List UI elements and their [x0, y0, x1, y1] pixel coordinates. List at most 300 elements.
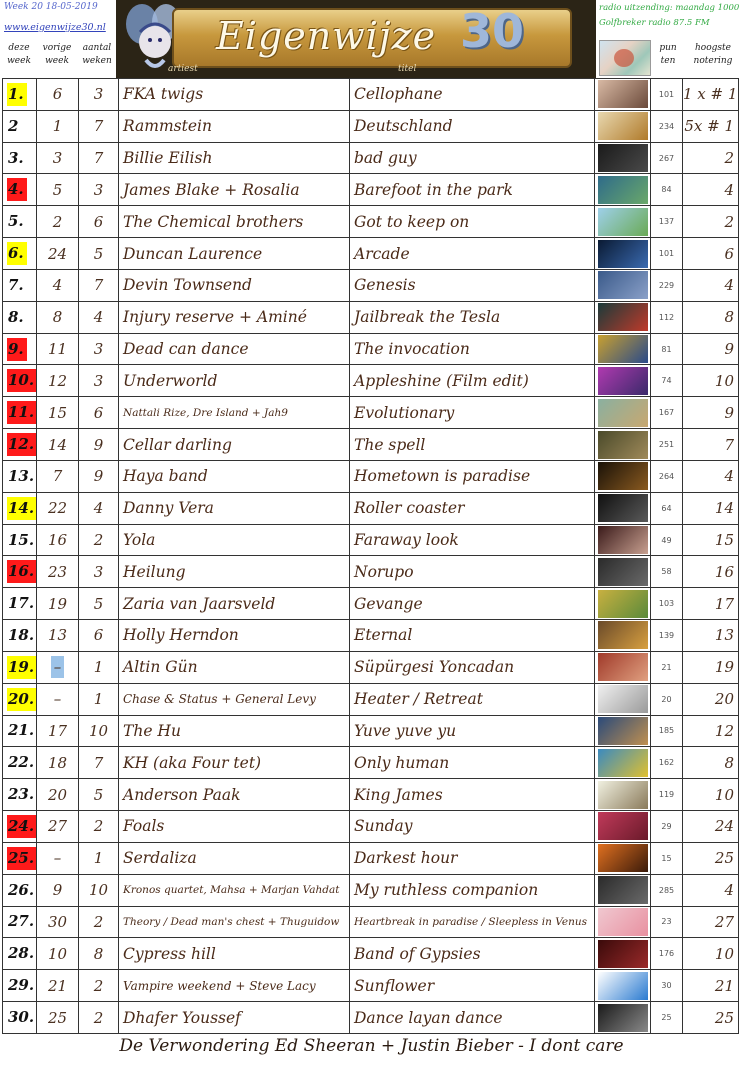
previous-week-cell: 30 — [37, 906, 79, 938]
points-cell: 15 — [651, 842, 683, 874]
weeks-on-chart-cell: 10 — [79, 715, 119, 747]
points-cell: 49 — [651, 524, 683, 556]
rank-value: 22. — [8, 753, 35, 772]
rank-cell — [3, 524, 37, 556]
album-cover-image — [598, 812, 648, 840]
cover-cell — [595, 79, 651, 111]
table-row — [3, 970, 739, 1002]
col-header-weeks-line2: weken — [82, 56, 112, 66]
rank-cell — [3, 365, 37, 397]
rank-value: 15. — [8, 530, 35, 549]
cover-cell — [595, 301, 651, 333]
cover-cell — [595, 779, 651, 811]
rank-value: 27. — [8, 912, 35, 931]
artist-cell: Serdaliza — [119, 842, 350, 874]
rank-value: 9. — [7, 338, 27, 361]
previous-week-cell: 25 — [37, 1002, 79, 1034]
rank-cell — [3, 874, 37, 906]
artist-cell: Haya band — [119, 460, 350, 492]
weeks-on-chart-cell: 6 — [79, 397, 119, 429]
rank-cell — [3, 556, 37, 588]
album-cover-image — [598, 653, 648, 681]
artist-cell: The Hu — [119, 715, 350, 747]
title-banner — [116, 0, 596, 78]
points-cell: 101 — [651, 238, 683, 270]
previous-week-cell: 1 — [37, 110, 79, 142]
col-header-this-week-line2: week — [7, 56, 31, 66]
col-header-points-line2: ten — [660, 56, 676, 66]
artist-cell: Kronos quartet, Mahsa + Marjan Vahdat — [119, 874, 350, 906]
previous-week-cell: 22 — [37, 492, 79, 524]
table-row — [3, 906, 739, 938]
artist-cell: Yola — [119, 524, 350, 556]
weeks-on-chart-cell: 5 — [79, 779, 119, 811]
rank-value: 28. — [8, 944, 35, 963]
top-position-cell: 14 — [683, 492, 739, 524]
points-cell: 251 — [651, 429, 683, 461]
weeks-on-chart-cell: 8 — [79, 938, 119, 970]
artist-cell: Altin Gün — [119, 651, 350, 683]
previous-week-cell: – — [37, 842, 79, 874]
album-cover-image — [598, 621, 648, 649]
album-cover-image — [598, 876, 648, 904]
weeks-on-chart-cell: 9 — [79, 429, 119, 461]
previous-week-cell — [37, 651, 79, 683]
col-header-top — [685, 42, 741, 68]
title-cell: Sunday — [350, 811, 595, 843]
title-cell: Appleshine (Film edit) — [350, 365, 595, 397]
weeks-on-chart-cell: 5 — [79, 238, 119, 270]
rank-cell — [3, 1002, 37, 1034]
artist-cell: Underworld — [119, 365, 350, 397]
rank-value: 4. — [7, 178, 27, 201]
artist-cell: James Blake + Rosalia — [119, 174, 350, 206]
artist-cell: Vampire weekend + Steve Lacy — [119, 970, 350, 1002]
album-cover-image — [598, 590, 648, 618]
rank-value: 21. — [8, 721, 35, 740]
top-position-cell: 8 — [683, 747, 739, 779]
table-row — [3, 397, 739, 429]
table-row — [3, 938, 739, 970]
chart-table-body — [3, 79, 739, 1034]
col-header-prev-week — [36, 42, 78, 68]
top-position-cell: 4 — [683, 174, 739, 206]
weeks-on-chart-cell: 7 — [79, 747, 119, 779]
album-cover-image — [598, 972, 648, 1000]
cover-cell — [595, 142, 651, 174]
cover-cell — [595, 970, 651, 1002]
table-row — [3, 460, 739, 492]
rank-value: 1. — [7, 83, 27, 106]
title-cell: Roller coaster — [350, 492, 595, 524]
points-cell: 29 — [651, 811, 683, 843]
cover-cell — [595, 429, 651, 461]
table-row — [3, 524, 739, 556]
col-header-prev-week-line1: vorige — [42, 43, 72, 53]
table-row — [3, 492, 739, 524]
rank-cell — [3, 588, 37, 620]
album-cover-image — [598, 717, 648, 745]
rank-value: 23. — [8, 785, 35, 804]
rank-cell — [3, 906, 37, 938]
points-cell: 64 — [651, 492, 683, 524]
top-position-cell: 10 — [683, 365, 739, 397]
previous-week-cell: 14 — [37, 429, 79, 461]
rank-cell — [3, 811, 37, 843]
previous-week-cell: 11 — [37, 333, 79, 365]
top-position-cell: 4 — [683, 460, 739, 492]
album-cover-image — [598, 176, 648, 204]
table-row — [3, 874, 739, 906]
rank-cell — [3, 301, 37, 333]
top-position-cell: 9 — [683, 333, 739, 365]
table-row — [3, 588, 739, 620]
website-link[interactable]: www.eigenwijze30.nl — [4, 22, 106, 33]
rank-value: 24. — [7, 815, 37, 838]
artist-cell: Cypress hill — [119, 938, 350, 970]
points-cell: 23 — [651, 906, 683, 938]
weeks-on-chart-cell: 7 — [79, 142, 119, 174]
artist-cell: Anderson Paak — [119, 779, 350, 811]
album-cover-image — [598, 240, 648, 268]
cover-cell — [595, 747, 651, 779]
rank-value: 8. — [8, 307, 24, 326]
top-position-cell: 2 — [683, 206, 739, 238]
col-header-points — [653, 42, 683, 68]
album-cover-image — [598, 685, 648, 713]
rank-cell — [3, 970, 37, 1002]
points-cell: 285 — [651, 874, 683, 906]
cover-cell — [595, 811, 651, 843]
artist-cell: The Chemical brothers — [119, 206, 350, 238]
top-position-cell: 8 — [683, 301, 739, 333]
top-position-cell: 6 — [683, 238, 739, 270]
title-cell: Evolutionary — [350, 397, 595, 429]
rank-cell — [3, 142, 37, 174]
previous-week-cell: 21 — [37, 970, 79, 1002]
header-right-info — [597, 0, 743, 78]
chart-number: 30 — [460, 4, 525, 58]
points-cell: 58 — [651, 556, 683, 588]
previous-week-cell: 6 — [37, 79, 79, 111]
album-cover-image — [598, 367, 648, 395]
previous-week-cell: 15 — [37, 397, 79, 429]
rank-value: 6. — [7, 242, 27, 265]
header-thumbnail-image — [599, 40, 651, 76]
artist-cell: Injury reserve + Aminé — [119, 301, 350, 333]
top-position-cell: 12 — [683, 715, 739, 747]
weeks-on-chart-cell: 2 — [79, 811, 119, 843]
weeks-on-chart-cell: 3 — [79, 79, 119, 111]
table-row — [3, 110, 739, 142]
radio-broadcast-label: radio uitzending: maandag 1000 — [599, 3, 740, 13]
top-position-cell: 2 — [683, 142, 739, 174]
rank-value: 12. — [7, 433, 37, 456]
rank-value: 17. — [8, 594, 35, 613]
top-position-cell: 5x # 1 — [683, 110, 739, 142]
points-cell: 229 — [651, 269, 683, 301]
rank-cell — [3, 492, 37, 524]
weeks-on-chart-cell: 3 — [79, 174, 119, 206]
album-cover-image — [598, 940, 648, 968]
table-row — [3, 301, 739, 333]
table-row — [3, 365, 739, 397]
top-position-cell: 15 — [683, 524, 739, 556]
previous-week-cell: 12 — [37, 365, 79, 397]
points-cell: 119 — [651, 779, 683, 811]
previous-week-cell: 27 — [37, 811, 79, 843]
previous-week-cell: 10 — [37, 938, 79, 970]
col-header-this-week-line1: deze — [8, 43, 30, 53]
rank-cell — [3, 110, 37, 142]
album-cover-image — [598, 80, 648, 108]
weeks-on-chart-cell: 3 — [79, 556, 119, 588]
col-header-prev-week-line2: week — [45, 56, 69, 66]
cover-cell — [595, 269, 651, 301]
points-cell: 20 — [651, 683, 683, 715]
weeks-on-chart-cell: 1 — [79, 842, 119, 874]
rank-cell — [3, 842, 37, 874]
weeks-on-chart-cell: 7 — [79, 110, 119, 142]
col-header-this-week — [2, 42, 36, 68]
album-cover-image — [598, 112, 648, 140]
album-cover-image — [598, 526, 648, 554]
week-date-label: Week 20 18-05-2019 — [4, 2, 98, 12]
weeks-on-chart-cell: 1 — [79, 651, 119, 683]
title-cell: The invocation — [350, 333, 595, 365]
rank-value: 25. — [7, 847, 37, 870]
cover-cell — [595, 556, 651, 588]
table-row — [3, 556, 739, 588]
album-cover-image — [598, 335, 648, 363]
rank-cell — [3, 460, 37, 492]
previous-week-cell: 23 — [37, 556, 79, 588]
title-cell: bad guy — [350, 142, 595, 174]
artist-cell: Heilung — [119, 556, 350, 588]
weeks-on-chart-cell: 5 — [79, 588, 119, 620]
table-row — [3, 811, 739, 843]
table-row — [3, 683, 739, 715]
col-header-top-line1: hoogste — [695, 43, 731, 53]
rank-cell — [3, 779, 37, 811]
title-cell: Arcade — [350, 238, 595, 270]
artist-cell: Billie Eilish — [119, 142, 350, 174]
previous-week-cell: 24 — [37, 238, 79, 270]
weeks-on-chart-cell: 1 — [79, 683, 119, 715]
points-cell: 167 — [651, 397, 683, 429]
previous-week-cell: 2 — [37, 206, 79, 238]
top-position-cell: 20 — [683, 683, 739, 715]
title-cell: My ruthless companion — [350, 874, 595, 906]
points-cell: 25 — [651, 1002, 683, 1034]
album-cover-image — [598, 431, 648, 459]
points-cell: 185 — [651, 715, 683, 747]
title-cell: Barefoot in the park — [350, 174, 595, 206]
table-row — [3, 429, 739, 461]
title-cell: Genesis — [350, 269, 595, 301]
rank-value: 14. — [7, 497, 37, 520]
top-position-cell: 4 — [683, 874, 739, 906]
title-cell: Cellophane — [350, 79, 595, 111]
weeks-on-chart-cell: 2 — [79, 1002, 119, 1034]
artist-cell: Nattali Rize, Dre Island + Jah9 — [119, 397, 350, 429]
points-cell: 101 — [651, 79, 683, 111]
rank-cell — [3, 651, 37, 683]
rank-value: 7. — [8, 275, 24, 294]
title-column-label: titel — [398, 64, 417, 74]
cover-cell — [595, 620, 651, 652]
previous-week-cell: 19 — [37, 588, 79, 620]
chart-header — [0, 0, 743, 78]
weeks-on-chart-cell: 4 — [79, 301, 119, 333]
radio-station-label: Golfbreker radio 87.5 FM — [599, 18, 710, 28]
weeks-on-chart-cell: 9 — [79, 460, 119, 492]
cover-cell — [595, 651, 651, 683]
cover-cell — [595, 874, 651, 906]
top-position-cell: 17 — [683, 588, 739, 620]
cover-cell — [595, 938, 651, 970]
table-row — [3, 174, 739, 206]
artist-cell: Holly Herndon — [119, 620, 350, 652]
weeks-on-chart-cell: 6 — [79, 206, 119, 238]
rank-cell — [3, 79, 37, 111]
rank-value: 29. — [8, 976, 35, 995]
rank-cell — [3, 397, 37, 429]
rank-cell — [3, 269, 37, 301]
table-row — [3, 747, 739, 779]
album-cover-image — [598, 558, 648, 586]
cover-cell — [595, 842, 651, 874]
album-cover-image — [598, 749, 648, 777]
cover-cell — [595, 174, 651, 206]
title-cell: Darkest hour — [350, 842, 595, 874]
artist-cell: Rammstein — [119, 110, 350, 142]
points-cell: 264 — [651, 460, 683, 492]
points-cell: 137 — [651, 206, 683, 238]
album-cover-image — [598, 1004, 648, 1032]
top-position-cell: 25 — [683, 842, 739, 874]
top-position-cell: 4 — [683, 269, 739, 301]
chart-table — [2, 78, 739, 1034]
artist-cell: Cellar darling — [119, 429, 350, 461]
points-cell: 103 — [651, 588, 683, 620]
rank-value: 3. — [8, 148, 24, 167]
album-cover-image — [598, 844, 648, 872]
cover-cell — [595, 906, 651, 938]
cover-cell — [595, 333, 651, 365]
artist-cell: Duncan Laurence — [119, 238, 350, 270]
header-left-info — [0, 0, 116, 78]
table-row — [3, 142, 739, 174]
table-row — [3, 842, 739, 874]
table-row — [3, 238, 739, 270]
weeks-on-chart-cell: 2 — [79, 524, 119, 556]
cover-cell — [595, 110, 651, 142]
rank-cell — [3, 429, 37, 461]
weeks-on-chart-cell: 4 — [79, 492, 119, 524]
artist-cell: FKA twigs — [119, 79, 350, 111]
title-cell: Heartbreak in paradise / Sleepless in Venus — [350, 906, 595, 938]
top-position-cell: 16 — [683, 556, 739, 588]
title-cell: Yuve yuve yu — [350, 715, 595, 747]
points-cell: 267 — [651, 142, 683, 174]
title-cell: Only human — [350, 747, 595, 779]
artist-cell: Devin Townsend — [119, 269, 350, 301]
artist-cell: Zaria van Jaarsveld — [119, 588, 350, 620]
top-position-cell: 21 — [683, 970, 739, 1002]
rank-cell — [3, 174, 37, 206]
previous-week-cell: 17 — [37, 715, 79, 747]
previous-week-cell: 3 — [37, 142, 79, 174]
album-cover-image — [598, 271, 648, 299]
weeks-on-chart-cell: 6 — [79, 620, 119, 652]
col-header-top-line2: notering — [693, 56, 733, 66]
title-cell: The spell — [350, 429, 595, 461]
previous-week-cell: 9 — [37, 874, 79, 906]
title-cell: Deutschland — [350, 110, 595, 142]
artist-cell: Foals — [119, 811, 350, 843]
table-row — [3, 206, 739, 238]
table-row — [3, 1002, 739, 1034]
cover-cell — [595, 683, 651, 715]
title-cell: Heater / Retreat — [350, 683, 595, 715]
artist-cell: Theory / Dead man's chest + Thuguidow — [119, 906, 350, 938]
title-cell: Dance layan dance — [350, 1002, 595, 1034]
rank-cell — [3, 238, 37, 270]
points-cell: 176 — [651, 938, 683, 970]
table-row — [3, 79, 739, 111]
previous-week-cell: 8 — [37, 301, 79, 333]
cover-cell — [595, 492, 651, 524]
rank-value: 26. — [8, 880, 35, 899]
rank-value: 19. — [7, 656, 37, 679]
table-row — [3, 269, 739, 301]
title-cell: Jailbreak the Tesla — [350, 301, 595, 333]
previous-week-cell: 4 — [37, 269, 79, 301]
rank-value: 5. — [8, 212, 24, 231]
title-cell: Gevange — [350, 588, 595, 620]
weeks-on-chart-cell: 2 — [79, 906, 119, 938]
rank-cell — [3, 715, 37, 747]
points-cell: 84 — [651, 174, 683, 206]
cover-cell — [595, 1002, 651, 1034]
title-cell: Eternal — [350, 620, 595, 652]
artist-cell: Danny Vera — [119, 492, 350, 524]
album-cover-image — [598, 208, 648, 236]
top-position-cell: 9 — [683, 397, 739, 429]
title-cell: Sunflower — [350, 970, 595, 1002]
col-header-weeks — [78, 42, 116, 68]
points-cell: 162 — [651, 747, 683, 779]
top-position-cell: 7 — [683, 429, 739, 461]
cover-cell — [595, 524, 651, 556]
cover-cell — [595, 397, 651, 429]
artist-cell: KH (aka Four tet) — [119, 747, 350, 779]
footer-note: De Verwondering Ed Sheeran + Justin Bieber - I dont care — [119, 1036, 624, 1056]
title-cell: Süpürgesi Yoncadan — [350, 651, 595, 683]
artist-column-label: artiest — [168, 64, 198, 74]
weeks-on-chart-cell: 7 — [79, 269, 119, 301]
title-cell: Got to keep on — [350, 206, 595, 238]
points-cell: 81 — [651, 333, 683, 365]
rank-cell — [3, 620, 37, 652]
rank-value: 10. — [7, 369, 37, 392]
rank-value: 2 — [8, 116, 19, 135]
rank-value: 18. — [8, 625, 35, 644]
table-row — [3, 651, 739, 683]
weeks-on-chart-cell: 3 — [79, 365, 119, 397]
weeks-on-chart-cell: 3 — [79, 333, 119, 365]
